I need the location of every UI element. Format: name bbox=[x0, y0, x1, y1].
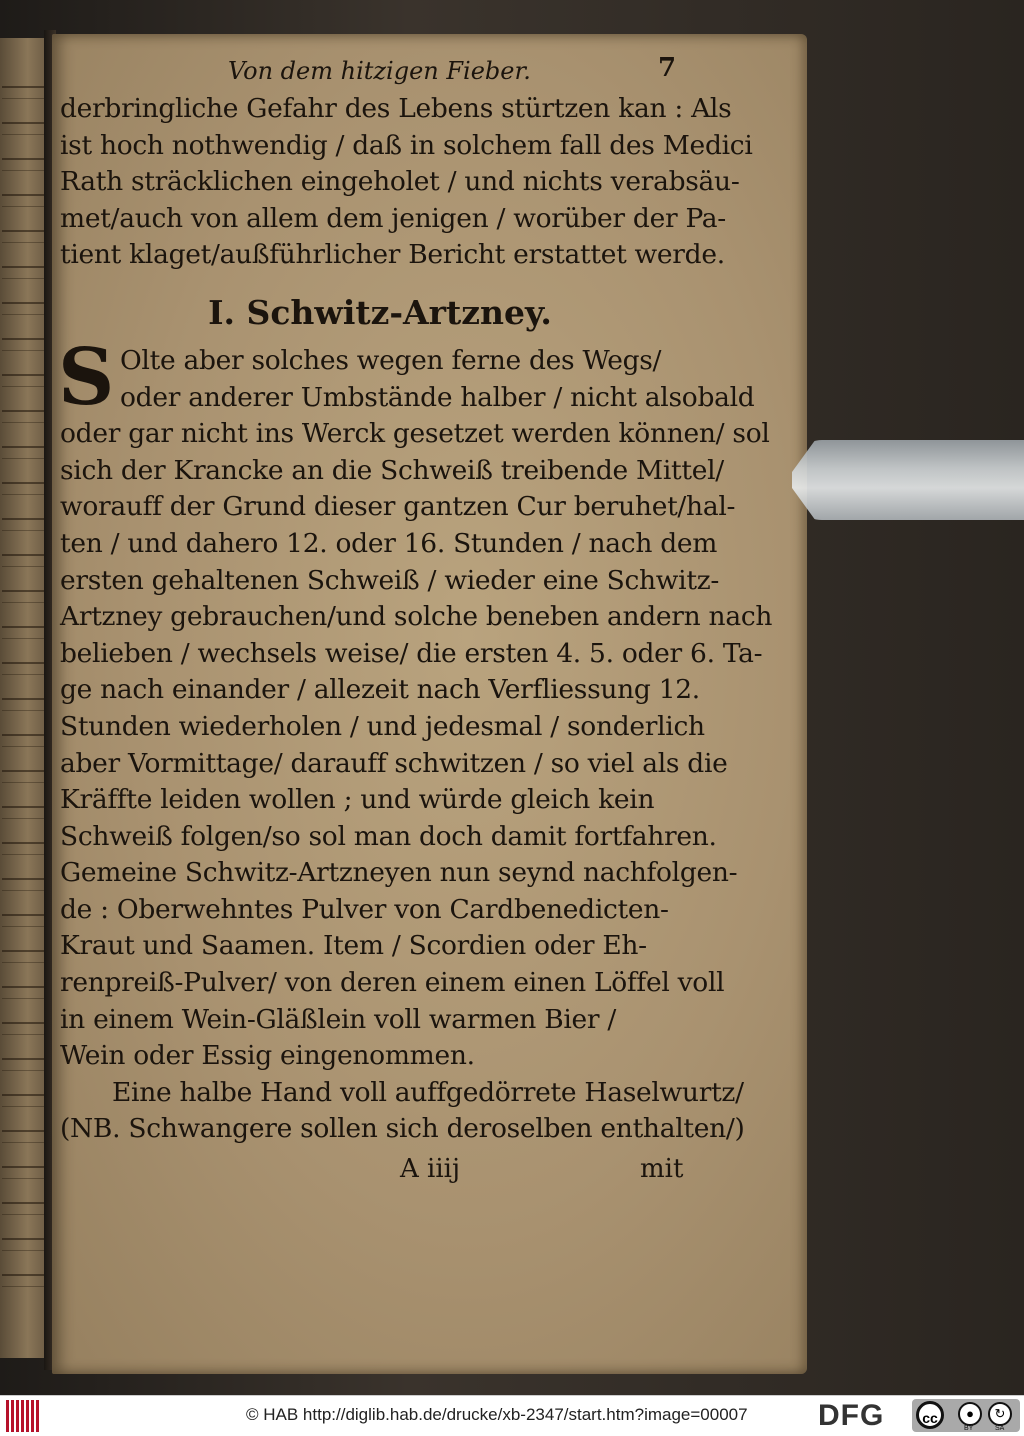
text-line: ist hoch nothwendig / daß in solchem fall des Medici bbox=[60, 129, 753, 161]
adjacent-text-fragment bbox=[2, 842, 44, 855]
text-line: worauff der Grund dieser gantzen Cur beruhet/hal- bbox=[60, 491, 736, 523]
running-head: Von dem hitzigen Fieber. bbox=[228, 57, 531, 85]
text-line: ersten gehaltenen Schweiß / wieder eine Schwitz- bbox=[60, 564, 720, 596]
dropcap-letter: S bbox=[58, 331, 115, 423]
text-line: oder anderer Umbstände halber / nicht alsobald bbox=[120, 381, 755, 413]
page-number: 7 bbox=[658, 53, 677, 83]
text-line: belieben / wechsels weise/ die ersten 4. 5. oder 6. Ta- bbox=[60, 637, 763, 669]
adjacent-text-fragment bbox=[2, 734, 44, 747]
adjacent-text-fragment bbox=[2, 950, 44, 963]
adjacent-text-fragment bbox=[2, 1022, 44, 1035]
adjacent-text-fragment bbox=[2, 878, 44, 891]
adjacent-page-strip bbox=[0, 38, 46, 1358]
signature-mark: A iiij bbox=[400, 1154, 461, 1185]
adjacent-text-fragment bbox=[2, 1058, 44, 1071]
adjacent-text-fragment bbox=[2, 806, 44, 819]
text-line: Kräffte leiden wollen ; und würde gleich kein bbox=[60, 784, 655, 816]
by-person-icon: ● bbox=[958, 1402, 982, 1426]
adjacent-text-fragment bbox=[2, 194, 44, 207]
dropcap-paragraph bbox=[58, 331, 755, 423]
page-header bbox=[60, 55, 700, 91]
text-line: de : Oberwehntes Pulver von Cardbenedicten- bbox=[60, 893, 669, 925]
text-line: Kraut und Saamen. Item / Scordien oder Eh- bbox=[60, 930, 647, 962]
text-line: tient klaget/außführlicher Bericht erstattet werde. bbox=[60, 239, 725, 271]
by-label: BY bbox=[964, 1425, 974, 1432]
adjacent-text-fragment bbox=[2, 770, 44, 783]
page-clip bbox=[792, 440, 1024, 520]
adjacent-text-fragment bbox=[2, 1238, 44, 1251]
text-line: Schweiß folgen/so sol man doch damit fortfahren. bbox=[60, 820, 717, 852]
hab-logo-icon[interactable] bbox=[6, 1400, 40, 1432]
footer-bar bbox=[0, 1395, 1024, 1436]
adjacent-text-fragment bbox=[2, 302, 44, 315]
adjacent-text-fragment bbox=[2, 86, 44, 99]
adjacent-text-fragment bbox=[2, 266, 44, 279]
adjacent-text-fragment bbox=[2, 374, 44, 387]
adjacent-text-fragment bbox=[2, 986, 44, 999]
text-line: ge nach einander / allezeit nach Verfliessung 12. bbox=[60, 674, 700, 706]
text-line: in einem Wein-Gläßlein voll warmen Bier / bbox=[60, 1003, 617, 1035]
adjacent-text-fragment bbox=[2, 1094, 44, 1107]
adjacent-text-fragment bbox=[2, 590, 44, 603]
adjacent-text-fragment bbox=[2, 1166, 44, 1179]
section-heading: I. Schwitz-Artzney. bbox=[208, 292, 552, 332]
text-line: Rath sträcklichen eingeholet / und nichts verabsäu- bbox=[60, 166, 740, 198]
page-foot bbox=[60, 1150, 700, 1192]
text-line: derbringliche Gefahr des Lebens stürtzen kan : Als bbox=[60, 93, 732, 124]
adjacent-text-fragment bbox=[2, 698, 44, 711]
adjacent-text-fragment bbox=[2, 230, 44, 243]
copyright-link[interactable]: © HAB http://diglib.hab.de/drucke/xb-2347/start.htm?image=00007 bbox=[246, 1405, 748, 1424]
text-line: aber Vormittage/ darauff schwitzen / so viel als die bbox=[60, 747, 728, 779]
text-line: Olte aber solches wegen ferne des Wegs/ bbox=[120, 344, 662, 376]
adjacent-text-fragment bbox=[2, 158, 44, 171]
adjacent-text-fragment bbox=[2, 338, 44, 351]
adjacent-text-fragment bbox=[2, 482, 44, 495]
text-line: ten / und dahero 12. oder 16. Stunden / nach dem bbox=[60, 527, 718, 559]
text-line: Artzney gebrauchen/und solche beneben andern nach bbox=[60, 601, 773, 633]
text-line: Wein oder Essig eingenommen. bbox=[60, 1040, 475, 1072]
text-line: sich der Krancke an die Schweiß treibende Mittel/ bbox=[60, 454, 724, 486]
text-line: Stunden wiederholen / und jedesmal / sonderlich bbox=[60, 710, 705, 742]
adjacent-text-fragment bbox=[2, 1130, 44, 1143]
adjacent-text-fragment bbox=[2, 914, 44, 927]
adjacent-text-fragment bbox=[2, 662, 44, 675]
text-line: Gemeine Schwitz-Artzneyen nun seynd nachfolgen- bbox=[60, 857, 738, 889]
text-line: (NB. Schwangere sollen sich deroselben enthalten/) bbox=[60, 1113, 745, 1145]
cc-license-badge[interactable] bbox=[912, 1399, 1020, 1432]
sa-label: SA bbox=[995, 1425, 1005, 1432]
text-line: renpreiß-Pulver/ von deren einem einen Löffel voll bbox=[60, 967, 725, 999]
adjacent-text-fragment bbox=[2, 446, 44, 459]
adjacent-text-fragment bbox=[2, 410, 44, 423]
adjacent-text-fragment bbox=[2, 1274, 44, 1287]
adjacent-text-fragment bbox=[2, 1202, 44, 1215]
adjacent-text-fragment bbox=[2, 554, 44, 567]
text-line: Eine halbe Hand voll auffgedörrete Haselwurtz/ bbox=[112, 1076, 744, 1108]
text-line: met/auch von allem dem jenigen / worüber der Pa- bbox=[60, 202, 726, 234]
sa-share-icon: ↻ bbox=[988, 1402, 1012, 1426]
text-line: oder gar nicht ins Werck gesetzet werden können/ sol bbox=[60, 418, 770, 450]
adjacent-text-fragment bbox=[2, 518, 44, 531]
cc-icon: cc bbox=[916, 1401, 944, 1429]
adjacent-text-fragment bbox=[2, 626, 44, 639]
catchword: mit bbox=[640, 1154, 684, 1185]
dfg-logo[interactable]: DFG bbox=[818, 1399, 885, 1432]
adjacent-text-fragment bbox=[2, 122, 44, 135]
page-text bbox=[58, 53, 773, 1192]
